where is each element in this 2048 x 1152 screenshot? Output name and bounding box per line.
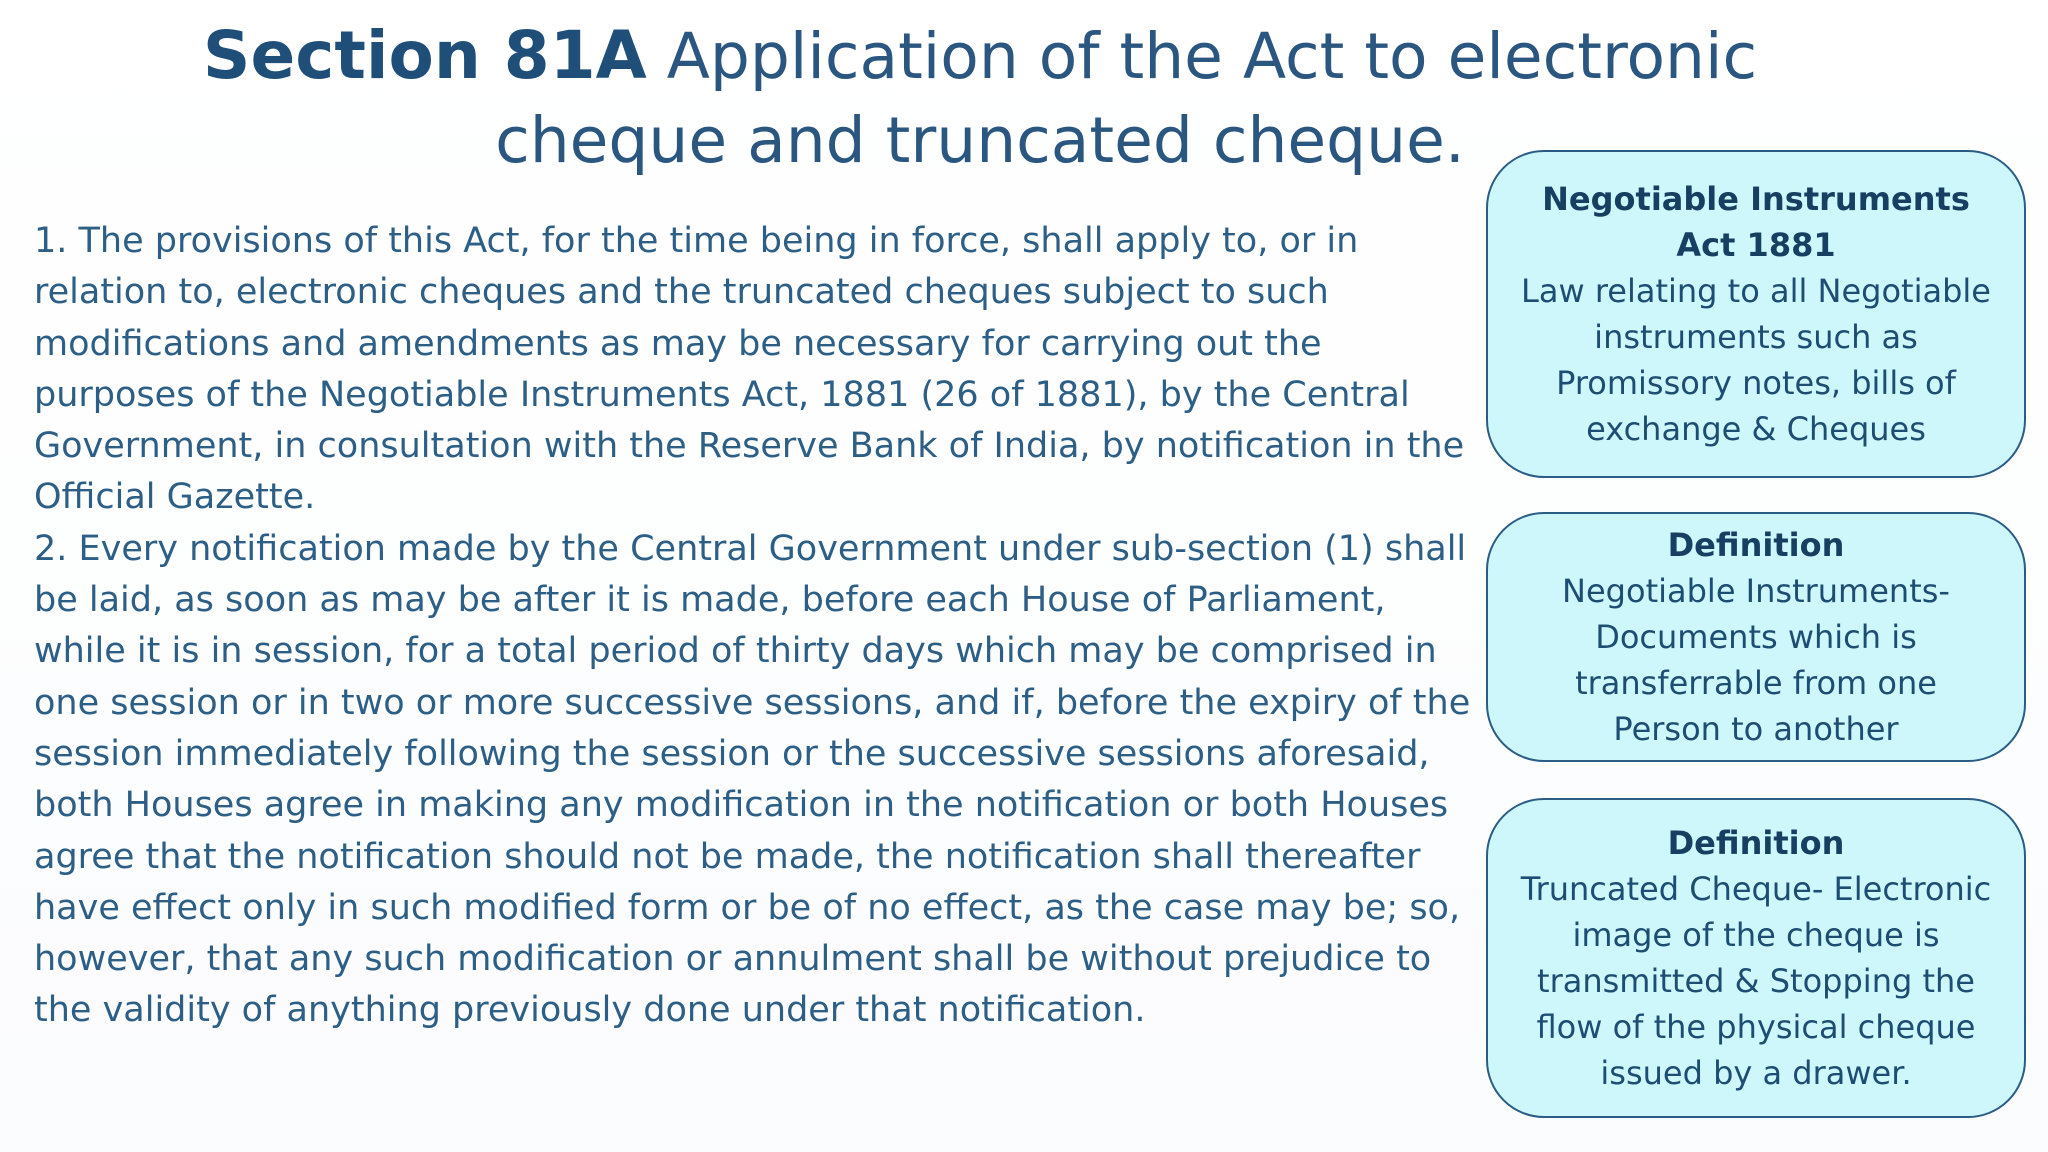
info-card-definition-negotiable — [1486, 512, 2026, 762]
info-card-title: Definition — [1667, 824, 1845, 862]
info-card-act — [1486, 150, 2026, 478]
clause-2: 2. Every notification made by the Central Government under sub-section (1) shall be laid, as soon as may be after it is made, before each House of Parliament, while it is in session, for a total period of thirty days which may be comprised in one session or in two or more successive sessions, and if, before the expiry of the session immediately following the session or the successive sessions aforesaid, both Houses agree in making any modification in the notification or both Houses agree that the notification should not be made, the notification shall thereafter have effect only in such modified form or be of no effect, as the case may be; so, however, that any such modification or annulment shall be without prejudice to the validity of anything previously done under that notification. — [34, 528, 1471, 1031]
info-card-text: Negotiable Instruments- Documents which is transferrable from one Person to another — [1562, 572, 1950, 748]
info-card-title: Negotiable Instruments Act 1881 — [1542, 180, 1970, 264]
section-number: Section 81A — [202, 17, 647, 94]
info-card-text: Law relating to all Negotiable instruments such as Promissory notes, bills of exchange & Cheques — [1521, 272, 1991, 448]
section-heading: Application of the Act to electronic cheque and truncated cheque. — [495, 20, 1758, 177]
info-card-text: Truncated Cheque- Electronic image of the cheque is transmitted & Stopping the flow of the physical cheque issued by a drawer. — [1520, 870, 1992, 1092]
section-body — [34, 216, 1474, 1037]
info-card-title: Definition — [1667, 526, 1845, 564]
info-card-definition-truncated — [1486, 798, 2026, 1118]
clause-1: 1. The provisions of this Act, for the time being in force, shall apply to, or in relation to, electronic cheques and the truncated cheques subject to such modifications and amendments as may be necessary for carrying out the purposes of the Negotiable Instruments Act, 1881 (26 of 1881), by the Central Government, in consultation with the Reserve Bank of India, by notification in the Official Gazette. — [34, 221, 1465, 518]
